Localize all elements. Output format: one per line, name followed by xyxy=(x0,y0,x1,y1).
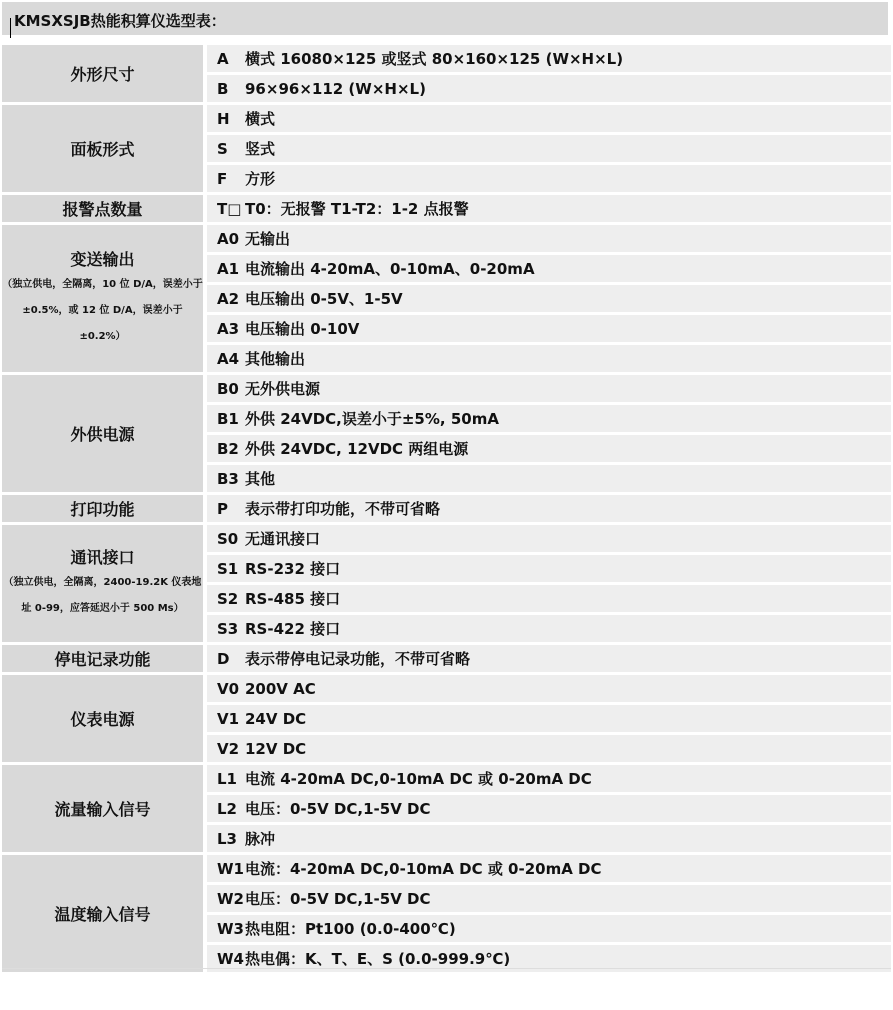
option-text: RS-485 接口 xyxy=(245,590,341,608)
option-text: 电流输出 4-20mA、0-10mA、0-20mA xyxy=(245,260,535,278)
option-cell xyxy=(207,675,891,702)
group-name: 打印功能 xyxy=(70,500,135,519)
group-name-cell xyxy=(2,105,207,192)
option-cell xyxy=(207,555,891,582)
option-code: V2 xyxy=(217,739,240,758)
table-row xyxy=(2,225,891,252)
group-name: 流量输入信号 xyxy=(54,800,151,819)
option-cell xyxy=(207,225,891,252)
table-row xyxy=(2,765,891,792)
option-code: B1 xyxy=(217,410,239,428)
option-cell xyxy=(207,465,891,492)
table-row xyxy=(2,375,891,402)
option-text: 200V AC xyxy=(245,679,316,698)
option-cell xyxy=(207,765,891,792)
title-bar xyxy=(2,2,888,35)
group-name: 变送输出 xyxy=(70,250,135,269)
option-code: F xyxy=(217,170,228,188)
option-text: 电压输出 0-5V、1-5V xyxy=(245,290,403,308)
selection-table-body xyxy=(2,45,891,972)
option-text: 电压：0-5V DC,1-5V DC xyxy=(245,890,431,908)
option-code: W4 xyxy=(217,950,244,968)
group-name-cell xyxy=(2,495,207,522)
option-text: 脉冲 xyxy=(245,830,276,848)
option-code: L1 xyxy=(217,770,237,788)
option-code: S2 xyxy=(217,590,239,608)
option-code: P xyxy=(217,500,228,518)
option-cell xyxy=(207,795,891,822)
table-row xyxy=(2,195,891,222)
option-code: V1 xyxy=(217,709,240,728)
group-name-cell xyxy=(2,195,207,222)
option-code: W3 xyxy=(217,920,244,938)
option-text: 12V DC xyxy=(245,739,307,758)
option-text: 24V DC xyxy=(245,709,307,728)
option-text: 无输出 xyxy=(245,230,291,248)
option-cell xyxy=(207,285,891,312)
option-cell xyxy=(207,135,891,162)
option-code: W2 xyxy=(217,890,244,908)
option-text: 横式 16080×125 或竖式 80×160×125 (W×H×L) xyxy=(245,50,624,68)
option-code: H xyxy=(217,110,230,128)
option-text: 表示带打印功能，不带可省略 xyxy=(245,500,441,518)
group-name-cell xyxy=(2,645,207,672)
option-cell xyxy=(207,585,891,612)
option-code: B0 xyxy=(217,380,239,398)
option-cell xyxy=(207,435,891,462)
group-name: 外供电源 xyxy=(70,425,135,444)
option-text: 无通讯接口 xyxy=(245,530,321,548)
group-name: 通讯接口 xyxy=(70,548,135,567)
option-text: 其他输出 xyxy=(245,350,306,368)
group-name-cell xyxy=(2,525,207,642)
option-code: A xyxy=(217,50,229,68)
option-text: 无外供电源 xyxy=(245,380,321,398)
page-title: KMSXSJB热能积算仪选型表： xyxy=(14,12,226,30)
text-cursor xyxy=(10,18,11,38)
option-cell xyxy=(207,825,891,852)
group-name-cell xyxy=(2,375,207,492)
option-text: 其他 xyxy=(245,470,276,488)
option-code: B2 xyxy=(217,440,239,458)
option-cell xyxy=(207,885,891,912)
option-code: A4 xyxy=(217,350,240,368)
group-name: 停电记录功能 xyxy=(54,650,151,669)
group-name: 温度输入信号 xyxy=(54,905,151,924)
option-cell xyxy=(207,45,891,72)
option-code: L3 xyxy=(217,830,237,848)
option-cell xyxy=(207,525,891,552)
option-cell xyxy=(207,375,891,402)
table-row xyxy=(2,495,891,522)
option-code: L2 xyxy=(217,800,237,818)
group-note: （独立供电，全隔离，10 位 D/A，误差小于±0.5%，或 12 位 D/A，误差小于±0.2%） xyxy=(2,279,203,342)
table-bottom-divider xyxy=(2,968,891,969)
option-cell xyxy=(207,705,891,732)
option-code: V0 xyxy=(217,679,240,698)
option-cell xyxy=(207,75,891,102)
option-code: S1 xyxy=(217,560,239,578)
option-cell xyxy=(207,915,891,942)
option-code: D xyxy=(217,650,230,668)
option-text: RS-422 接口 xyxy=(245,620,341,638)
selection-table xyxy=(2,42,891,975)
table-row xyxy=(2,675,891,702)
group-name: 报警点数量 xyxy=(62,200,143,219)
option-text: 外供 24VDC,误差小于±5%, 50mA xyxy=(245,410,499,428)
option-code: S3 xyxy=(217,620,239,638)
option-cell xyxy=(207,405,891,432)
group-name: 仪表电源 xyxy=(70,710,135,729)
option-text: 电流 4-20mA DC,0-10mA DC 或 0-20mA DC xyxy=(245,770,592,788)
option-code: S0 xyxy=(217,530,239,548)
table-row xyxy=(2,105,891,132)
option-cell xyxy=(207,615,891,642)
option-text: 电流：4-20mA DC,0-10mA DC 或 0-20mA DC xyxy=(245,860,602,878)
option-cell xyxy=(207,495,891,522)
group-name-cell xyxy=(2,765,207,852)
option-code: T□ xyxy=(217,200,242,218)
option-text: 外供 24VDC, 12VDC 两组电源 xyxy=(245,440,469,458)
option-code: A0 xyxy=(217,230,240,248)
option-code: A1 xyxy=(217,260,240,278)
group-note: （独立供电，全隔离，2400-19.2K 仪表地址 0-99，应答延迟小于 500 Ms） xyxy=(3,577,202,614)
table-row xyxy=(2,855,891,882)
option-text: T0：无报警 T1-T2：1-2 点报警 xyxy=(245,200,469,218)
table-row xyxy=(2,645,891,672)
option-cell xyxy=(207,315,891,342)
group-name-cell xyxy=(2,855,207,972)
group-name-cell xyxy=(2,675,207,762)
option-cell xyxy=(207,645,891,672)
option-text: 96×96×112 (W×H×L) xyxy=(245,79,426,98)
option-code: S xyxy=(217,140,228,158)
option-code: A3 xyxy=(217,320,240,338)
option-cell xyxy=(207,165,891,192)
option-code: B3 xyxy=(217,470,239,488)
table-row xyxy=(2,525,891,552)
option-code: W1 xyxy=(217,860,244,878)
option-cell xyxy=(207,195,891,222)
option-text: RS-232 接口 xyxy=(245,560,341,578)
option-cell xyxy=(207,855,891,882)
option-text: 热电阻：Pt100 (0.0-400℃) xyxy=(245,920,456,938)
option-cell xyxy=(207,255,891,282)
group-name: 外形尺寸 xyxy=(70,65,135,84)
option-text: 热电偶：K、T、E、S (0.0-999.9℃) xyxy=(245,950,511,968)
group-name: 面板形式 xyxy=(70,140,135,159)
option-text: 竖式 xyxy=(245,140,276,158)
option-text: 方形 xyxy=(245,170,276,188)
option-text: 电压：0-5V DC,1-5V DC xyxy=(245,800,431,818)
option-cell xyxy=(207,345,891,372)
option-code: A2 xyxy=(217,290,240,308)
option-text: 表示带停电记录功能，不带可省略 xyxy=(245,650,471,668)
group-name-cell xyxy=(2,45,207,102)
table-row xyxy=(2,45,891,72)
option-text: 电压输出 0-10V xyxy=(245,320,360,338)
option-text: 横式 xyxy=(245,110,276,128)
group-name-cell xyxy=(2,225,207,372)
option-cell xyxy=(207,105,891,132)
option-cell xyxy=(207,735,891,762)
option-code: B xyxy=(217,79,229,98)
